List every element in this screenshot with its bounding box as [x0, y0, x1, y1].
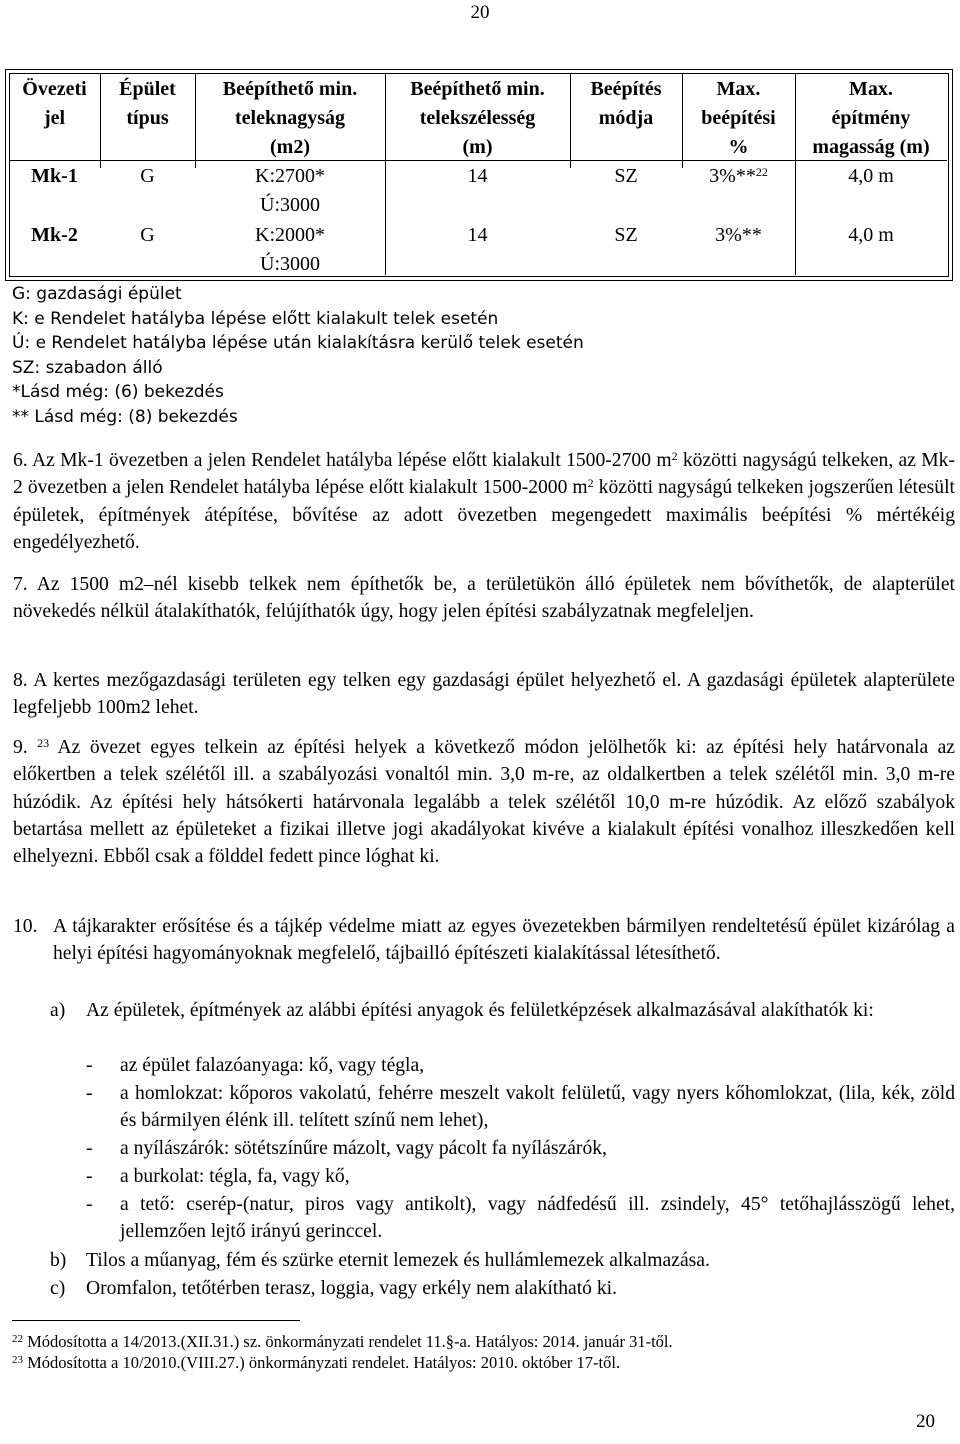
legend-item: *Lásd még: (6) bekezdés	[12, 382, 224, 402]
dash: -	[86, 1166, 93, 1187]
item-b-label: b)	[50, 1250, 67, 1271]
row2-plot-width: 14	[467, 224, 488, 246]
header-max-height: Max. építmény magasság (m)	[812, 78, 930, 158]
legend-item: ** Lásd még: (8) bekezdés	[12, 406, 238, 427]
row1-plot-size: K:2700* Ú:3000	[255, 165, 325, 216]
legend-item: K: e Rendelet hatályba lépése előtt kialakult telek esetén	[12, 308, 499, 329]
page-number-top: 20	[470, 2, 490, 23]
item-b-text: Tilos a műanyag, fém és szürke eternit lemezek és hullámlemezek alkalmazása.	[86, 1250, 710, 1271]
dash-item: a tető: cserép-(natur, piros vagy antikolt), vagy nádfedésű ill. zsindely, 45° tetőhajlásszögű lehet, jellemzően lejtő irányú gerinccel.	[120, 1194, 955, 1243]
dash: -	[86, 1055, 93, 1076]
row1-coverage: 3%**$^{22}$	[709, 165, 768, 187]
header-building-type: Épület típus	[119, 78, 176, 129]
dash: -	[86, 1194, 93, 1215]
paragraph-number: 8.	[13, 670, 28, 691]
row2-zone-code: Mk-2	[31, 224, 78, 246]
footnote-22: $^{22}$ Módosította a 14/2013.(XII.31.) sz. önkormányzati rendelet 11.§-a. Hatályos: 2014. január 31-től.	[12, 1332, 673, 1351]
paragraph-8: 8. A kertes mezőgazdasági területen egy telken egy gazdasági épület helyezhető el. A gazdasági épületek alapterülete legfeljebb 100m2 lehet.	[13, 670, 955, 719]
dash: -	[86, 1138, 93, 1159]
row2-coverage: 3%**	[715, 224, 762, 246]
page-number-bottom: 20	[916, 1411, 935, 1432]
legend-item: SZ: szabadon álló	[12, 357, 163, 378]
row1-plot-width: 14	[467, 165, 488, 187]
table-legend	[12, 282, 584, 429]
paragraph-9: 9. $^{23}$ Az övezet egyes telkein az építési helyek a következő módon jelölhetők ki: az építési hely határvonala az előkertben a telek szélétől ill. a szabályozási vonaltól min. 3,0 m-re, az oldalkertben a telek szélétől min. 3,0 m-re húzódik. Az építési hely hátsókerti határvonala legalább a telek szélétől 10,0 m-re húzódik. Az előző szabályok betartása mellett az épületeket a fizikai illetve jogi akadályokat kivéve a kialakult építési vonalhoz illeszkedően kell elhelyezni. Ebből csak a földdel fedett pince lóghat ki.	[13, 736, 955, 868]
dash-item: az épület falazóanyaga: kő, vagy tégla,	[120, 1055, 425, 1076]
paragraph-number: 6.	[13, 450, 28, 471]
row1-height: 4,0 m	[848, 165, 894, 187]
footnote-separator	[12, 1320, 300, 1321]
dash: -	[86, 1083, 93, 1104]
dash-item: a nyílászárók: sötétszínűre mázolt, vagy pácolt fa nyílászárók,	[120, 1138, 607, 1159]
legend-item: G: gazdasági épület	[12, 284, 182, 304]
row2-height: 4,0 m	[848, 224, 894, 246]
paragraph-6: 6. Az Mk-1 övezetben a jelen Rendelet hatályba lépése előtt kialakult 1500-2700 $m^2$ közötti nagyságú telkeken, az Mk-2 övezetben a jelen Rendelet hatályba lépése előtt kialakult 1500-2000 $m^2$ közötti nagyságú telkeken jogszerűen létesült épületek, építmények átépítése, bővítése az adott övezetben megengedett maximális beépítési % mértékéig engedélyezhető.	[13, 449, 955, 553]
item-a-text: Az épületek, építmények az alábbi építési anyagok és felületképzések alkalmazásával alakíthatók ki:	[86, 1000, 874, 1021]
header-zone-code: Övezeti jel	[22, 78, 87, 129]
footnote-23: $^{23}$ Módosította a 10/2010.(VIII.27.) önkormányzati rendelet. Hatályos: 2010. október 17-től.	[12, 1353, 621, 1372]
paragraph-10-intro: A tájkarakter erősítése és a tájkép védelme miatt az egyes övezetekben bármilyen rendeltetésű épület kizárólag a helyi építési hagyományoknak megfelelő, tájbailló építészeti kialakítással létesíthető.	[53, 916, 955, 965]
header-max-coverage: Max. beépítési %	[701, 78, 776, 158]
row2-building-mode: SZ	[614, 224, 638, 246]
row1-building-type: G	[140, 165, 155, 187]
row2-building-type: G	[140, 224, 155, 246]
paragraph-7: 7. Az 1500 m2–nél kisebb telkek nem építhetők be, a területükön álló épületek nem bővíthetők, de alapterület növekedés nélkül átalakíthatók, felújíthatók úgy, hogy jelen építési szabályzatnak megfeleljen.	[13, 574, 955, 623]
paragraph-number: 9.	[13, 737, 28, 758]
item-c-label: c)	[50, 1278, 66, 1299]
item-c-text: Oromfalon, tetőtérben terasz, loggia, vagy erkély nem alakítható ki.	[86, 1278, 618, 1299]
row2-plot-size: K:2000* Ú:3000	[255, 224, 325, 275]
paragraph-number: 7.	[13, 574, 28, 595]
row1-zone-code: Mk-1	[31, 165, 78, 187]
header-building-mode: Beépítés módja	[590, 78, 662, 129]
row1-building-mode: SZ	[614, 165, 638, 187]
legend-item: Ú: e Rendelet hatályba lépése után kialakításra kerülő telek esetén	[12, 333, 584, 353]
header-min-plot-width: Beépíthető min. telekszélesség (m)	[410, 78, 545, 158]
item-a-label: a)	[50, 1000, 66, 1021]
dash-item: a burkolat: tégla, fa, vagy kő,	[120, 1166, 350, 1187]
header-min-plot-size: Beépíthető min. teleknagyság (m2)	[222, 78, 358, 158]
paragraph-number: 10.	[13, 916, 38, 937]
dash-item: a homlokzat: kőporos vakolatú, fehérre meszelt vakolt felületű, vagy nyers kőhomlokzat, (lila, kék, zöld és bármilyen élénk ill. telített színű nem lehet),	[120, 1083, 955, 1132]
